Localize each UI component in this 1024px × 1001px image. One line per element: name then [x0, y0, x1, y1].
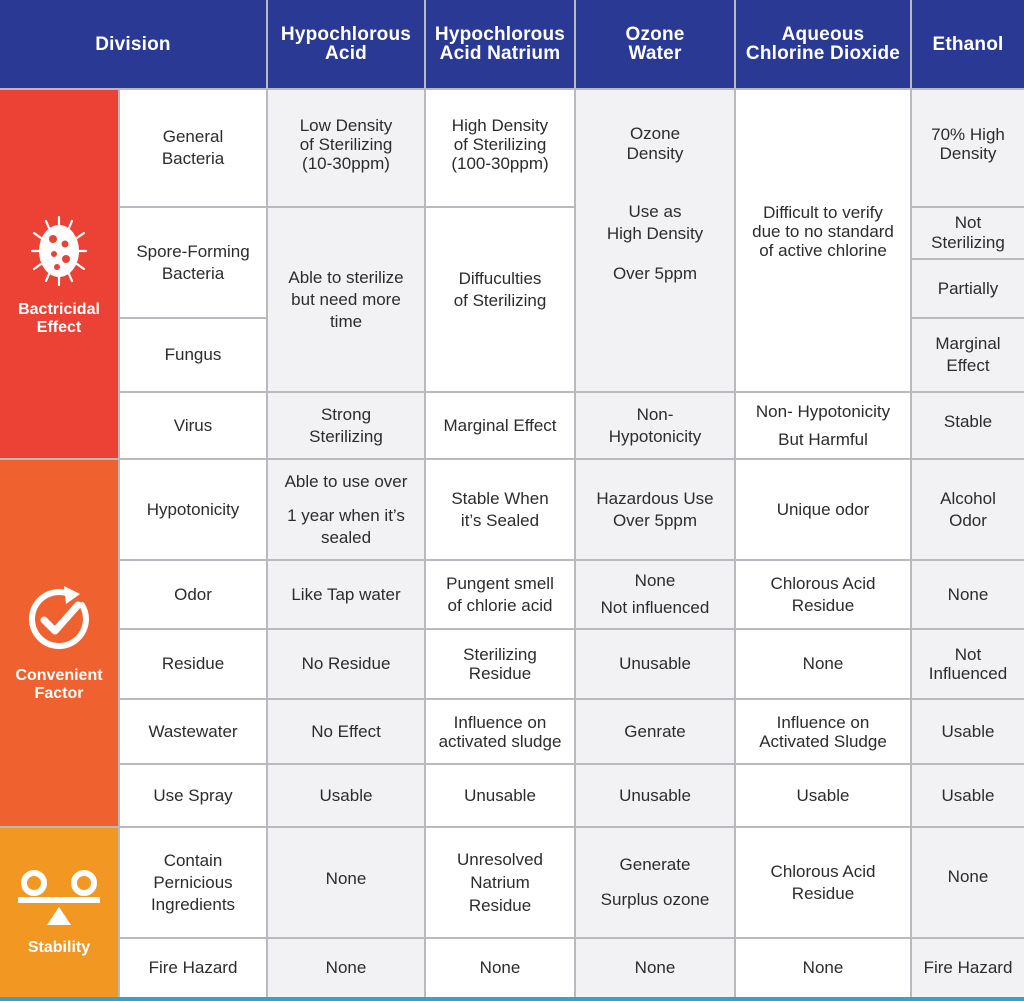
section-stability: [0, 828, 118, 997]
section-bactericidal: [0, 90, 118, 458]
natrium-pernicious: Unresolved Natrium Residue: [426, 828, 574, 937]
row-label-residue: Residue: [120, 630, 266, 698]
row-label-wastewater: Wastewater: [120, 700, 266, 763]
header-ethanol: Ethanol: [912, 0, 1024, 88]
balance-scale-icon: [16, 869, 102, 929]
row-label-odor: Odor: [120, 561, 266, 628]
row-label-pernicious: Contain Pernicious Ingredients: [120, 828, 266, 937]
ozone-over-5ppm: Over 5ppm: [612, 264, 698, 283]
bacteria-icon: [24, 211, 94, 291]
ethanol-pernicious: None: [912, 828, 1024, 937]
chlorine-dioxide-bactericidal: Difficult to verify due to no standard of active chlorine: [736, 90, 910, 391]
ethanol-spore: Not Sterilizing: [912, 208, 1024, 258]
hypochlorous-acid-odor: Like Tap water: [268, 561, 424, 628]
row-label-hypotonicity: Hypotonicity: [120, 460, 266, 559]
hypochlorous-acid-fire-hazard: None: [268, 939, 424, 997]
row-label-general-bacteria: General Bacteria: [120, 90, 266, 206]
ethanol-wastewater: Usable: [912, 700, 1024, 763]
natrium-hypotonicity: Stable When it’s Sealed: [426, 460, 574, 559]
row-label-use-spray: Use Spray: [120, 765, 266, 826]
row-label-virus: Virus: [120, 393, 266, 458]
chlorine-dioxide-harmful: But Harmful: [778, 429, 868, 449]
section-convenient-label: Convenient Factor: [15, 667, 103, 702]
header-hypochlorous-acid: Hypochlorous Acid: [268, 0, 424, 88]
ethanol-odor: None: [912, 561, 1024, 628]
ethanol-fungus: Marginal Effect: [912, 319, 1024, 391]
chlorine-dioxide-pernicious: Chlorous Acid Residue: [736, 828, 910, 937]
natrium-general: High Density of Sterilizing (100-30ppm): [426, 90, 574, 206]
header-division: Division: [0, 0, 266, 88]
chlorine-dioxide-fire-hazard: None: [736, 939, 910, 997]
natrium-odor: Pungent smell of chlorie acid: [426, 561, 574, 628]
ozone-hypotonicity: Hazardous Use Over 5ppm: [576, 460, 734, 559]
hypochlorous-acid-hypotonicity: [268, 460, 424, 559]
chlorine-dioxide-non-hypotonicity: Non- Hypotonicity: [755, 401, 891, 421]
ethanol-general: 70% High Density: [912, 90, 1024, 206]
chlorine-dioxide-hypotonicity: Unique odor: [736, 460, 910, 559]
ethanol-hypotonicity: Alcohol Odor: [912, 460, 1024, 559]
natrium-fire-hazard: None: [426, 939, 574, 997]
ethanol-fire-hazard: Fire Hazard: [912, 939, 1024, 997]
hypochlorous-acid-pernicious: None: [268, 828, 424, 937]
ozone-fire-hazard: None: [576, 939, 734, 997]
ozone-generate: Generate: [619, 855, 691, 874]
check-cycle-icon: [22, 583, 96, 657]
hypochlorous-acid-use-spray: Usable: [268, 765, 424, 826]
chlorine-dioxide-use-spray: Usable: [736, 765, 910, 826]
chlorine-dioxide-odor: Chlorous Acid Residue: [736, 561, 910, 628]
header-ozone-water: Ozone Water: [576, 0, 734, 88]
ozone-surplus: Surplus ozone: [600, 890, 710, 909]
section-stability-label: Stability: [27, 938, 91, 956]
ozone-odor-none: None: [634, 571, 676, 590]
ethanol-residue: Not Influenced: [912, 630, 1024, 698]
hypochlorous-acid-hypotonicity-line1: Able to use over: [284, 471, 408, 491]
ozone-odor-not-influenced: Not influenced: [600, 598, 710, 617]
ozone-residue: Unusable: [576, 630, 734, 698]
natrium-virus: Marginal Effect: [426, 393, 574, 458]
natrium-residue: Sterilizing Residue: [426, 630, 574, 698]
row-label-fire-hazard: Fire Hazard: [120, 939, 266, 997]
hypochlorous-acid-virus: Strong Sterilizing: [268, 393, 424, 458]
ozone-density: Ozone Density: [626, 124, 684, 163]
ethanol-use-spray: Usable: [912, 765, 1024, 826]
row-label-fungus: Fungus: [120, 319, 266, 391]
hypochlorous-acid-residue: No Residue: [268, 630, 424, 698]
ozone-virus: Non- Hypotonicity: [576, 393, 734, 458]
ethanol-virus: Stable: [912, 393, 1024, 458]
hypochlorous-acid-general: Low Density of Sterilizing (10-30ppm): [268, 90, 424, 206]
natrium-spore-fungus: Diffuculties of Sterilizing: [426, 208, 574, 391]
bottom-border: [0, 997, 1024, 1001]
ozone-odor: [576, 561, 734, 628]
ozone-use-spray: Unusable: [576, 765, 734, 826]
ozone-bactericidal: [576, 90, 734, 391]
ozone-pernicious: [576, 828, 734, 937]
chlorine-dioxide-wastewater: Influence on Activated Sludge: [736, 700, 910, 763]
hypochlorous-acid-spore-fungus: Able to sterilize but need more time: [268, 208, 424, 391]
ethanol-spore-partial: Partially: [912, 260, 1024, 317]
natrium-wastewater: Influence on activated sludge: [426, 700, 574, 763]
chlorine-dioxide-residue: None: [736, 630, 910, 698]
ozone-high-density: Use as High Density: [606, 202, 704, 243]
hypochlorous-acid-hypotonicity-line2: 1 year when it’s sealed: [287, 505, 405, 547]
section-bactericidal-label: Bactricidal Effect: [18, 301, 100, 336]
chlorine-dioxide-virus: [736, 393, 910, 458]
row-label-spore-bacteria: Spore-Forming Bacteria: [120, 208, 266, 317]
section-convenient: [0, 460, 118, 826]
header-chlorine-dioxide: Aqueous Chlorine Dioxide: [736, 0, 910, 88]
natrium-use-spray: Unusable: [426, 765, 574, 826]
ozone-wastewater: Genrate: [576, 700, 734, 763]
header-hypochlorous-natrium: Hypochlorous Acid Natrium: [426, 0, 574, 88]
hypochlorous-acid-wastewater: No Effect: [268, 700, 424, 763]
